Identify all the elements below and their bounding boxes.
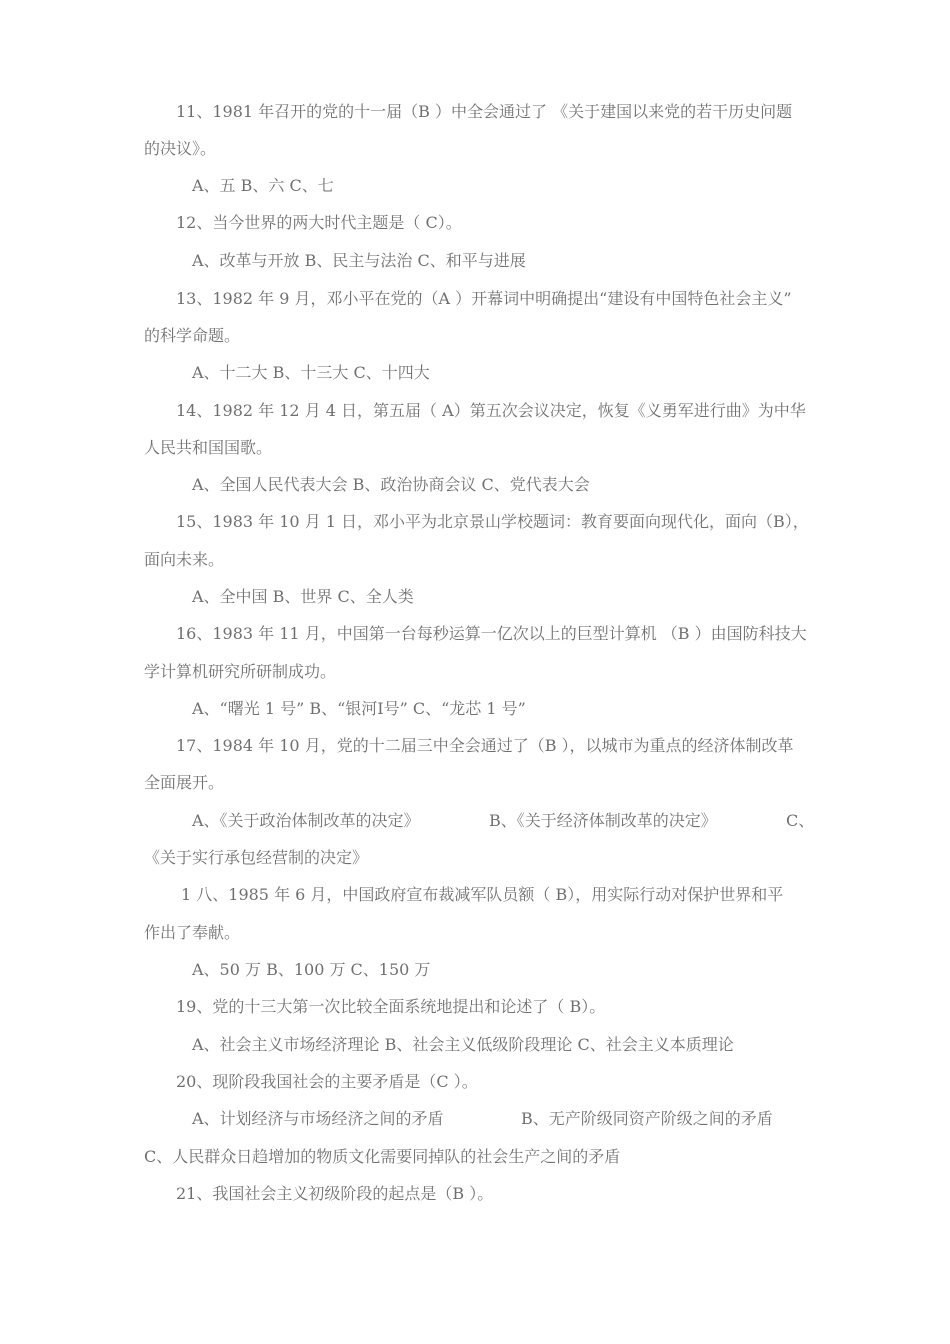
question-14-options: A、全国人民代表大会 B、政治协商会议 C、党代表大会 <box>192 475 590 494</box>
question-20-text: 20、现阶段我国社会的主要矛盾是（C ）。 <box>176 1072 478 1091</box>
question-13-text-cont: 的科学命题。 <box>144 326 241 345</box>
question-15-options: A、全中国 B、世界 C、全人类 <box>192 587 414 606</box>
question-11-options: A、五 B、六 C、七 <box>192 176 334 195</box>
question-20-option-a: A、计划经济与市场经济之间的矛盾 <box>192 1109 444 1128</box>
question-19-text: 19、党的十三大第一次比较全面系统地提出和论述了（ B）。 <box>176 997 606 1016</box>
question-17-option-c: 《关于实行承包经营制的决定》 <box>144 848 369 867</box>
question-20-option-b: B、无产阶级同资产阶级之间的矛盾 <box>521 1109 773 1128</box>
question-18-options: A、50 万 B、100 万 C、150 万 <box>192 960 431 979</box>
question-19-options: A、社会主义市场经济理论 B、社会主义低级阶段理论 C、社会主义本质理论 <box>192 1035 734 1054</box>
question-13-options: A、十二大 B、十三大 C、十四大 <box>192 363 430 382</box>
question-17-text-cont: 全面展开。 <box>144 773 225 792</box>
question-13-text: 13、1982 年 9 月，邓小平在党的（A ）开幕词中明确提出“建设有中国特色社会主义” <box>176 289 792 308</box>
question-20-option-c: C、人民群众日趋增加的物质文化需要同掉队的社会生产之间的矛盾 <box>144 1147 621 1166</box>
question-17-option-b: B、《关于经济体制改革的决定》 <box>489 811 717 830</box>
question-11-text-cont: 的决议》。 <box>144 139 217 158</box>
question-11-text: 11、1981 年召开的党的十一届（B ）中全会通过了 《关于建国以来党的若干历史问题 <box>176 102 793 121</box>
question-16-options: A、“曙光 1 号” B、“银河Ⅰ号” C、“龙芯 1 号” <box>192 699 526 718</box>
question-18-text-cont: 作出了奉献。 <box>144 923 241 942</box>
question-17-option-c-prefix: C、 <box>786 811 815 830</box>
question-17-option-a: A、《关于政治体制改革的决定》 <box>192 811 420 830</box>
question-15-text-cont: 面向未来。 <box>144 550 225 569</box>
question-12-text: 12、当今世界的两大时代主题是（ C）。 <box>176 213 462 232</box>
question-21-text: 21、我国社会主义初级阶段的起点是（B ）。 <box>176 1184 494 1203</box>
question-16-text-cont: 学计算机研究所研制成功。 <box>144 662 337 681</box>
question-14-text: 14、1982 年 12 月 4 日，第五届（ A）第五次会议决定，恢复《义勇军进行曲》为中华 <box>176 401 806 420</box>
question-14-text-cont: 人民共和国国歌。 <box>144 438 273 457</box>
question-18-text: 1 八、1985 年 6 月，中国政府宣布裁减军队员额（ B），用实际行动对保护世界和平 <box>181 885 784 904</box>
question-15-text: 15、1983 年 10 月 1 日，邓小平为北京景山学校题词：教育要面向现代化，面向（B）， <box>176 512 809 531</box>
question-16-text: 16、1983 年 11 月，中国第一台每秒运算一亿次以上的巨型计算机 （B ）由国防科技大 <box>176 624 807 643</box>
question-12-options: A、改革与开放 B、民主与法治 C、和平与进展 <box>192 251 526 270</box>
question-17-text: 17、1984 年 10 月，党的十二届三中全会通过了（B ），以城市为重点的经济体制改革 <box>176 736 794 755</box>
